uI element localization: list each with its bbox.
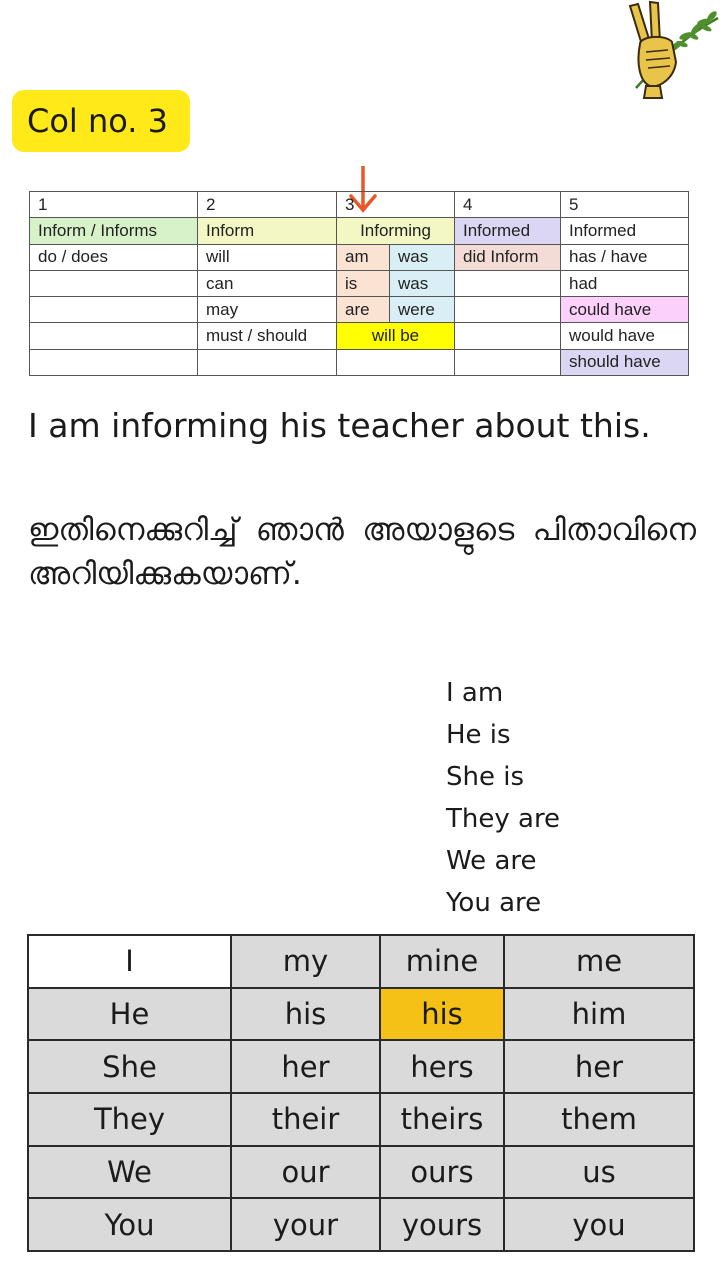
table-cell: was [390, 270, 455, 296]
table-cell: can [198, 270, 337, 296]
table-cell [455, 270, 561, 296]
list-item: They are [446, 804, 561, 834]
table-cell [337, 349, 455, 375]
table-cell: could have [561, 297, 689, 323]
table-cell: should have [561, 349, 689, 375]
table-row [28, 1146, 694, 1199]
table-row [28, 1040, 694, 1093]
table-cell: must / should [198, 323, 337, 349]
header-cell: 4 [455, 192, 561, 218]
table-cell: They [28, 1093, 231, 1146]
table-cell: yours [380, 1198, 504, 1251]
table-cell: I [28, 935, 231, 988]
table-cell: were [390, 297, 455, 323]
table-cell: ours [380, 1146, 504, 1199]
table-cell: would have [561, 323, 689, 349]
table-row [30, 297, 689, 323]
table-cell: him [504, 988, 694, 1041]
table-cell: us [504, 1146, 694, 1199]
table-cell: you [504, 1198, 694, 1251]
table-cell [198, 349, 337, 375]
table-row [30, 323, 689, 349]
table-header-row [30, 192, 689, 218]
subject-verb-list [446, 672, 560, 924]
list-item: You are [446, 888, 542, 918]
table-cell: me [504, 935, 694, 988]
table-row [28, 1198, 694, 1251]
table-cell [30, 297, 198, 323]
table-cell: my [231, 935, 380, 988]
table-cell: mine [380, 935, 504, 988]
table-cell: is [337, 270, 390, 296]
table-cell: Informed [455, 218, 561, 244]
table-cell [30, 349, 198, 375]
table-row [30, 218, 689, 244]
victory-hand-icon [616, 0, 720, 104]
column-label-badge: Col no. 3 [12, 90, 190, 152]
list-item: He is [446, 720, 511, 750]
table-cell: theirs [380, 1093, 504, 1146]
verb-tense-table [29, 191, 689, 376]
table-cell [455, 297, 561, 323]
table-cell: Informed [561, 218, 689, 244]
english-sentence: I am informing his teacher about this. [28, 406, 651, 445]
header-cell: 3 [337, 192, 455, 218]
table-cell [30, 323, 198, 349]
table-cell: He [28, 988, 231, 1041]
table-cell [455, 323, 561, 349]
table-cell [455, 349, 561, 375]
table-cell: her [504, 1040, 694, 1093]
header-cell: 1 [30, 192, 198, 218]
table-cell: We [28, 1146, 231, 1199]
table-cell: will be [337, 323, 455, 349]
table-cell [30, 270, 198, 296]
table-cell: do / does [30, 244, 198, 270]
header-cell: 2 [198, 192, 337, 218]
table-cell: her [231, 1040, 380, 1093]
table-cell: Inform / Informs [30, 218, 198, 244]
table-cell: may [198, 297, 337, 323]
table-row [30, 244, 689, 270]
table-cell: your [231, 1198, 380, 1251]
highlighted-cell: his [380, 988, 504, 1041]
table-cell: them [504, 1093, 694, 1146]
table-cell: hers [380, 1040, 504, 1093]
table-cell: She [28, 1040, 231, 1093]
table-cell: am [337, 244, 390, 270]
table-cell: Informing [337, 218, 455, 244]
list-item: She is [446, 762, 525, 792]
table-cell: had [561, 270, 689, 296]
table-cell: will [198, 244, 337, 270]
table-row [30, 270, 689, 296]
table-cell: did Inform [455, 244, 561, 270]
table-cell: Inform [198, 218, 337, 244]
pronoun-table [27, 934, 695, 1252]
table-cell: our [231, 1146, 380, 1199]
table-cell: was [390, 244, 455, 270]
list-item: I am [446, 678, 504, 708]
table-row [30, 349, 689, 375]
table-cell: their [231, 1093, 380, 1146]
table-cell: are [337, 297, 390, 323]
table-row [28, 935, 694, 988]
table-row [28, 988, 694, 1041]
header-cell: 5 [561, 192, 689, 218]
table-cell: You [28, 1198, 231, 1251]
table-cell: his [231, 988, 380, 1041]
malayalam-sentence: ഇതിനെക്കുറിച്ച് ഞാൻ അയാളുടെ പിതാവിനെ അറിയിക്കുകയാണ്. [28, 512, 696, 592]
table-cell: has / have [561, 244, 689, 270]
list-item: We are [446, 846, 537, 876]
table-row [28, 1093, 694, 1146]
